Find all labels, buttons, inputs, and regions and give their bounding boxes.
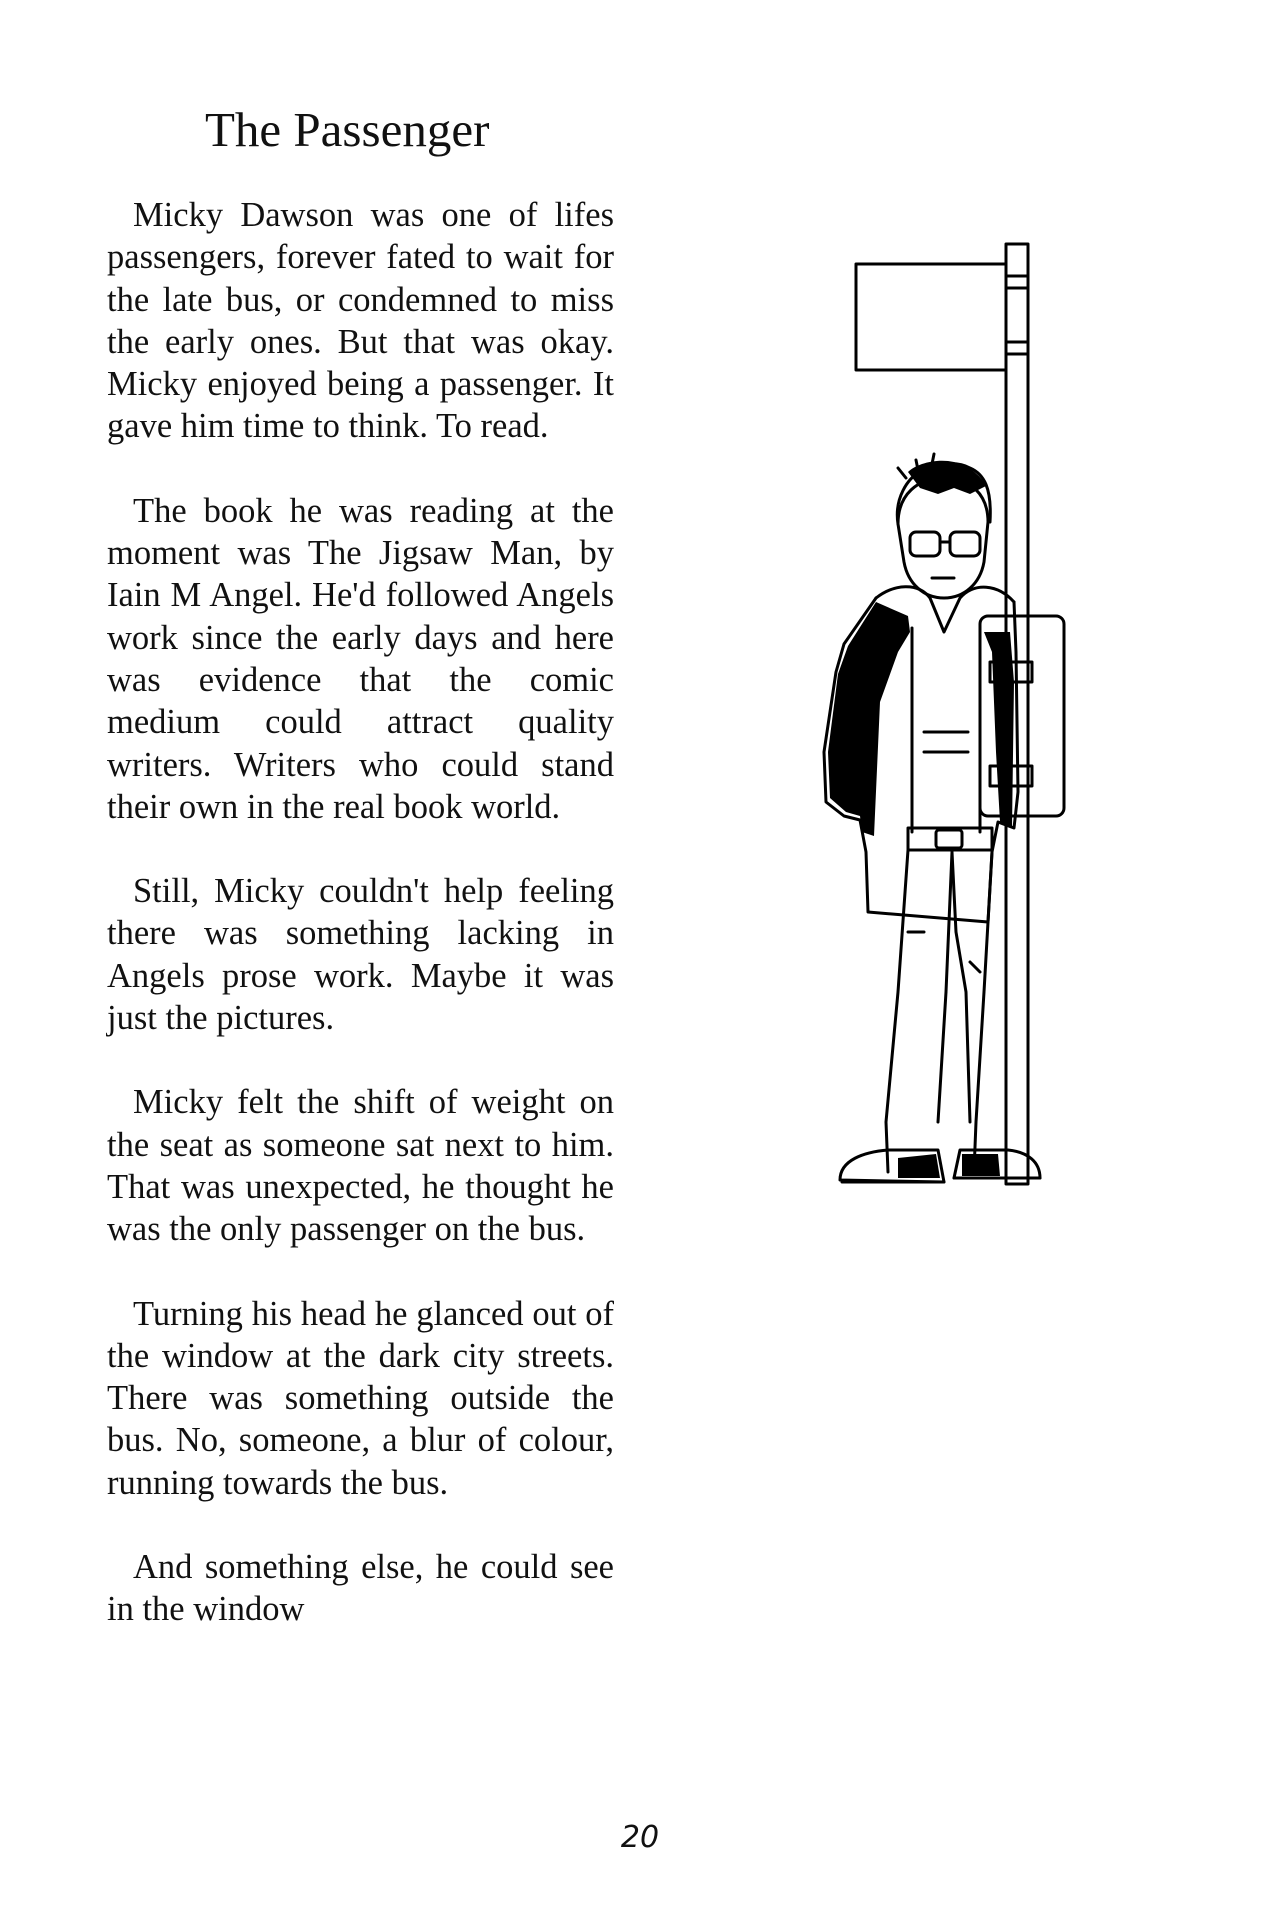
bus-stop-sign — [856, 264, 1006, 370]
story-paragraph: Turning his head he glanced out of the window at the dark city streets. There was something outside the bus. No, someone, a blur of colour, running towards the bus. — [107, 1294, 614, 1502]
story-paragraph: And something else, he could see in the window — [107, 1548, 614, 1629]
story-paragraph: The book he was reading at the moment was The Jigsaw Man, by Iain M Angel. He'd followed Angels work since the early days and here was evidence that the comic medium could attract quality writers. Writers who could stand their own in the real book world. — [107, 491, 614, 826]
story-paragraph: Still, Micky couldn't help feeling there was something lacking in Angels prose work. Maybe it was just the pictures. — [107, 872, 614, 1038]
hair-dark — [908, 461, 986, 494]
glasses — [910, 532, 940, 556]
page-number: 20 — [620, 1820, 660, 1855]
right-leg — [974, 852, 992, 1172]
story-paragraph: Micky felt the shift of weight on the seat as someone sat next to him. That was unexpected, he thought he was the only passenger on the bus. — [107, 1083, 614, 1249]
story-title: The Passenger — [205, 102, 490, 157]
story-text-column — [107, 194, 614, 1673]
bus-stop-illustration — [748, 232, 1078, 1202]
jacket-dark-left — [828, 602, 910, 836]
left-leg — [886, 850, 908, 1172]
story-paragraph: Micky Dawson was one of lifes passengers, forever fated to wait for the late bus, or condemned to miss the early ones. But that was okay. Micky enjoyed being a passenger. It gave him time to think. To read. — [107, 196, 614, 446]
man-at-bus-stop-drawing — [748, 232, 1078, 1202]
jacket-dark-right — [984, 632, 1014, 828]
